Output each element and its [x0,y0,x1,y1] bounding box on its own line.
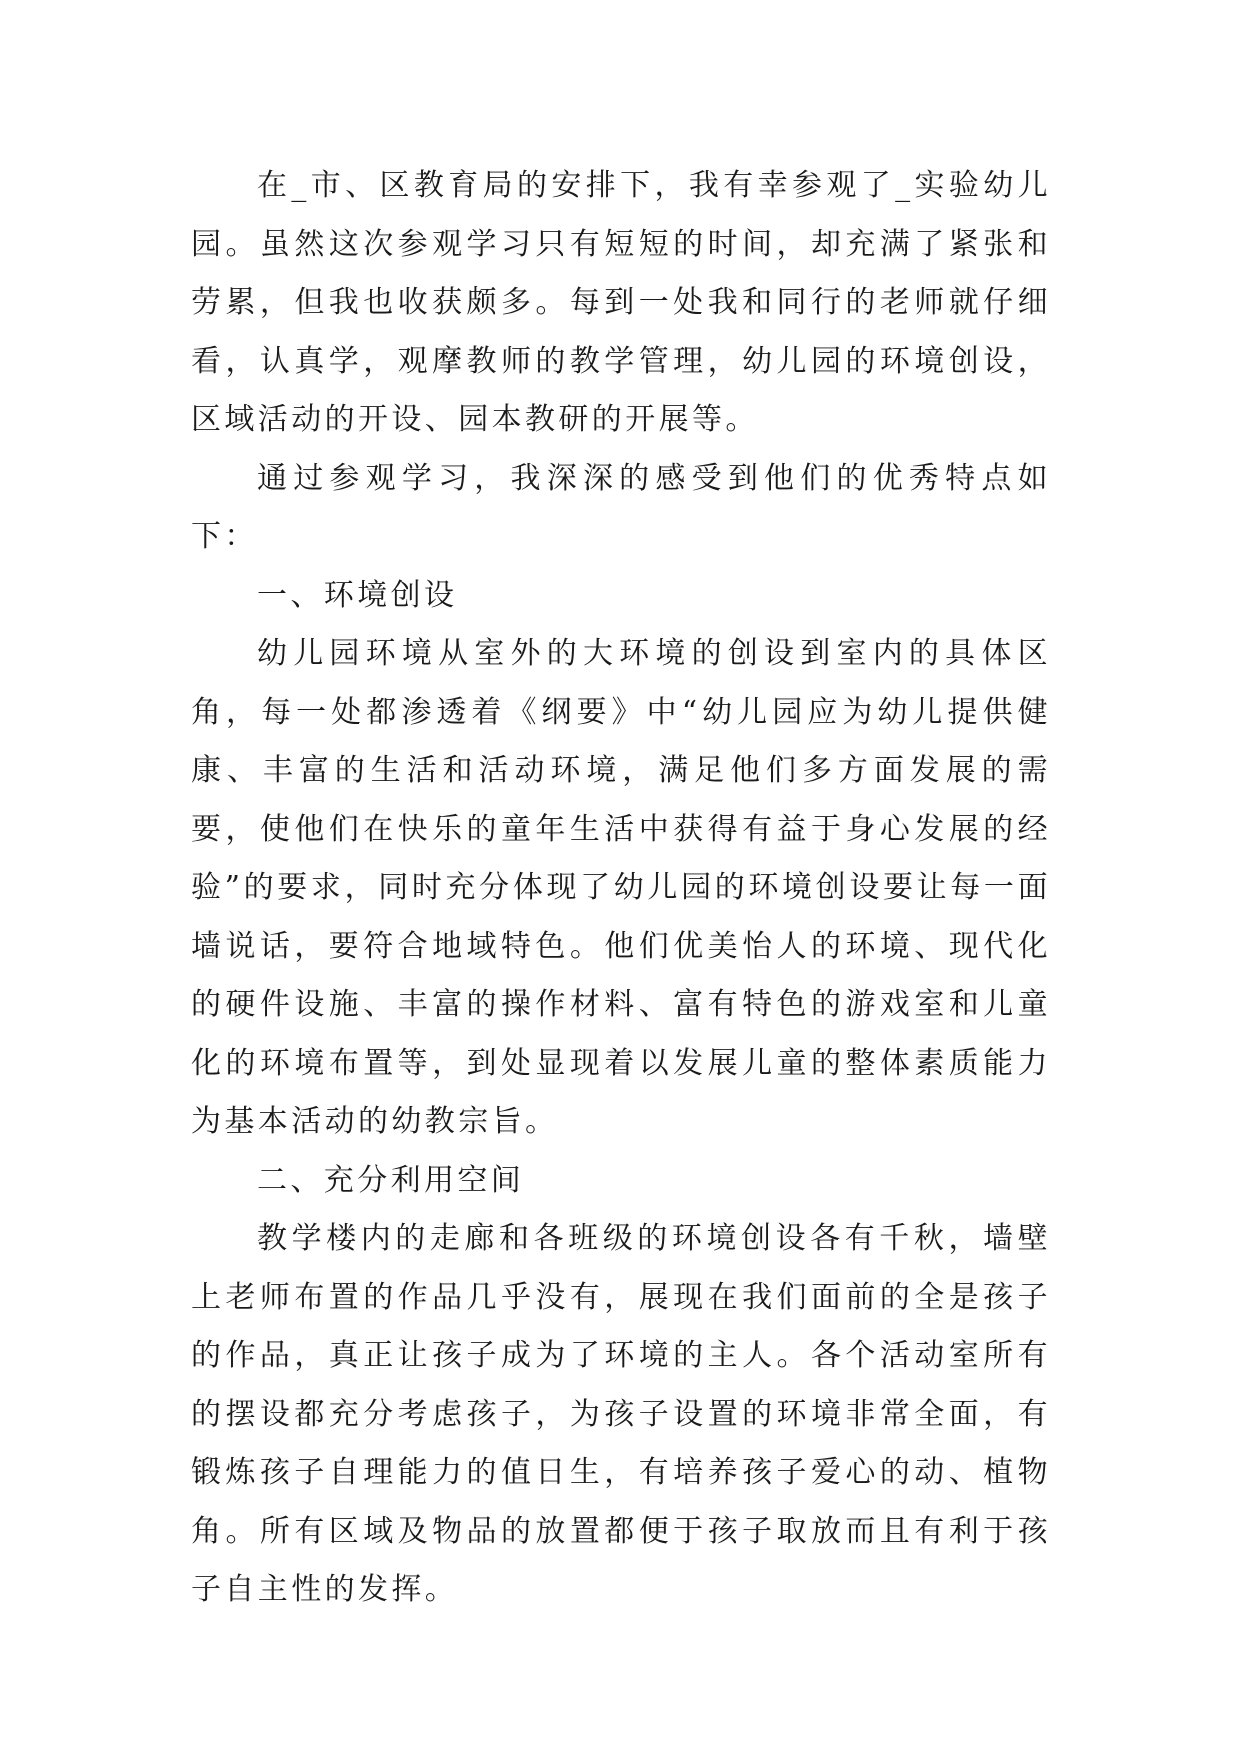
document-body [191,157,1051,1620]
paragraph-environment: 幼儿园环境从室外的大环境的创设到室内的具体区角，每一处都渗透着《纲要》中“幼儿园应为幼儿提供健康、丰富的生活和活动环境，满足他们多方面发展的需要，使他们在快乐的童年生活中获得有益于身心发展的经验”的要求，同时充分体现了幼儿园的环境创设要让每一面墙说话，要符合地域特色。他们优美怡人的环境、现代化的硬件设施、丰富的操作材料、富有特色的游戏室和儿童化的环境布置等，到处显现着以发展儿童的整体素质能力为基本活动的幼教宗旨。 [191,636,1051,1139]
paragraph-summary-lead: 通过参观学习，我深深的感受到他们的优秀特点如下： [191,460,1051,554]
section-heading-environment: 一、环境创设 [257,577,458,613]
paragraph-intro: 在_市、区教育局的安排下，我有幸参观了_实验幼儿园。虽然这次参观学习只有短短的时间，却充满了紧张和劳累，但我也收获颇多。每到一处我和同行的老师就仔细看，认真学，观摩教师的教学管理，幼儿园的环境创设，区域活动的开设、园本教研的开展等。 [191,168,1051,437]
paragraph-space: 教学楼内的走廊和各班级的环境创设各有千秋，墙壁上老师布置的作品几乎没有，展现在我们面前的全是孩子的作品，真正让孩子成为了环境的主人。各个活动室所有的摆设都充分考虑孩子，为孩子设置的环境非常全面，有锻炼孩子自理能力的值日生，有培养孩子爱心的动、植物角。所有区域及物品的放置都便于孩子取放而且有利于孩子自主性的发挥。 [191,1221,1051,1607]
section-heading-space: 二、充分利用空间 [257,1162,525,1198]
